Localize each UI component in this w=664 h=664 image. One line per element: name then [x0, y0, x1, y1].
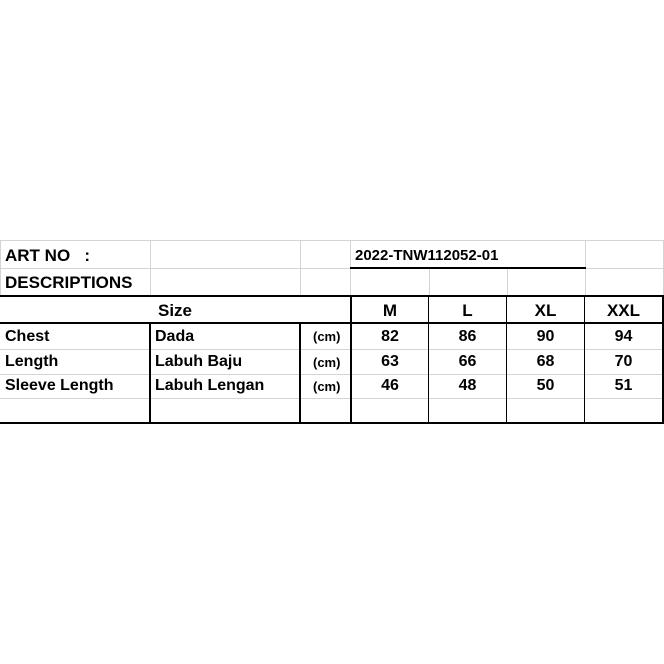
- gridline: [507, 268, 508, 296]
- row-label-local: Dada: [155, 327, 195, 345]
- row-label-local: Labuh Baju: [155, 353, 243, 370]
- row-label: Length: [5, 353, 59, 370]
- row-label: Chest: [5, 327, 50, 345]
- size-header-m: M: [382, 300, 398, 320]
- value-cell: 68: [536, 353, 555, 370]
- size-header-xl: XL: [534, 300, 557, 320]
- row-label: Sleeve Length: [5, 377, 114, 394]
- gridline: [0, 398, 664, 399]
- gridline: [0, 240, 1, 296]
- value-cell: 50: [536, 377, 555, 394]
- art-no-label: ART NO :: [5, 245, 90, 265]
- gridline: [150, 240, 151, 296]
- col-border: [149, 323, 151, 423]
- row-label-local: Labuh Lengan: [155, 377, 265, 394]
- value-cell: 46: [381, 377, 399, 394]
- size-label: Size: [157, 300, 193, 320]
- size-chart-sheet: [0, 240, 664, 424]
- gridline: [0, 240, 664, 241]
- value-cell: 82: [381, 327, 399, 345]
- value-cell: 51: [614, 377, 633, 394]
- size-header-xxl: XXL: [606, 300, 641, 320]
- gridline: [300, 240, 301, 296]
- row-unit: (cm): [313, 378, 341, 394]
- col-border: [299, 323, 301, 423]
- value-cell: 63: [381, 353, 399, 370]
- table-bottom-border: [0, 422, 664, 424]
- value-cell: 90: [536, 327, 555, 345]
- value-cell: 70: [614, 353, 633, 370]
- art-no-value: 2022-TNW112052-01: [355, 246, 499, 264]
- row-unit: (cm): [313, 329, 341, 344]
- descriptions-label: DESCRIPTIONS: [5, 273, 133, 292]
- gridline: [429, 268, 430, 296]
- value-cell: 94: [614, 327, 633, 345]
- value-cell: 66: [458, 353, 477, 370]
- row-unit: (cm): [313, 354, 341, 370]
- value-cell: 48: [458, 377, 477, 394]
- value-cell: 86: [458, 327, 477, 345]
- size-header-l: L: [462, 300, 473, 320]
